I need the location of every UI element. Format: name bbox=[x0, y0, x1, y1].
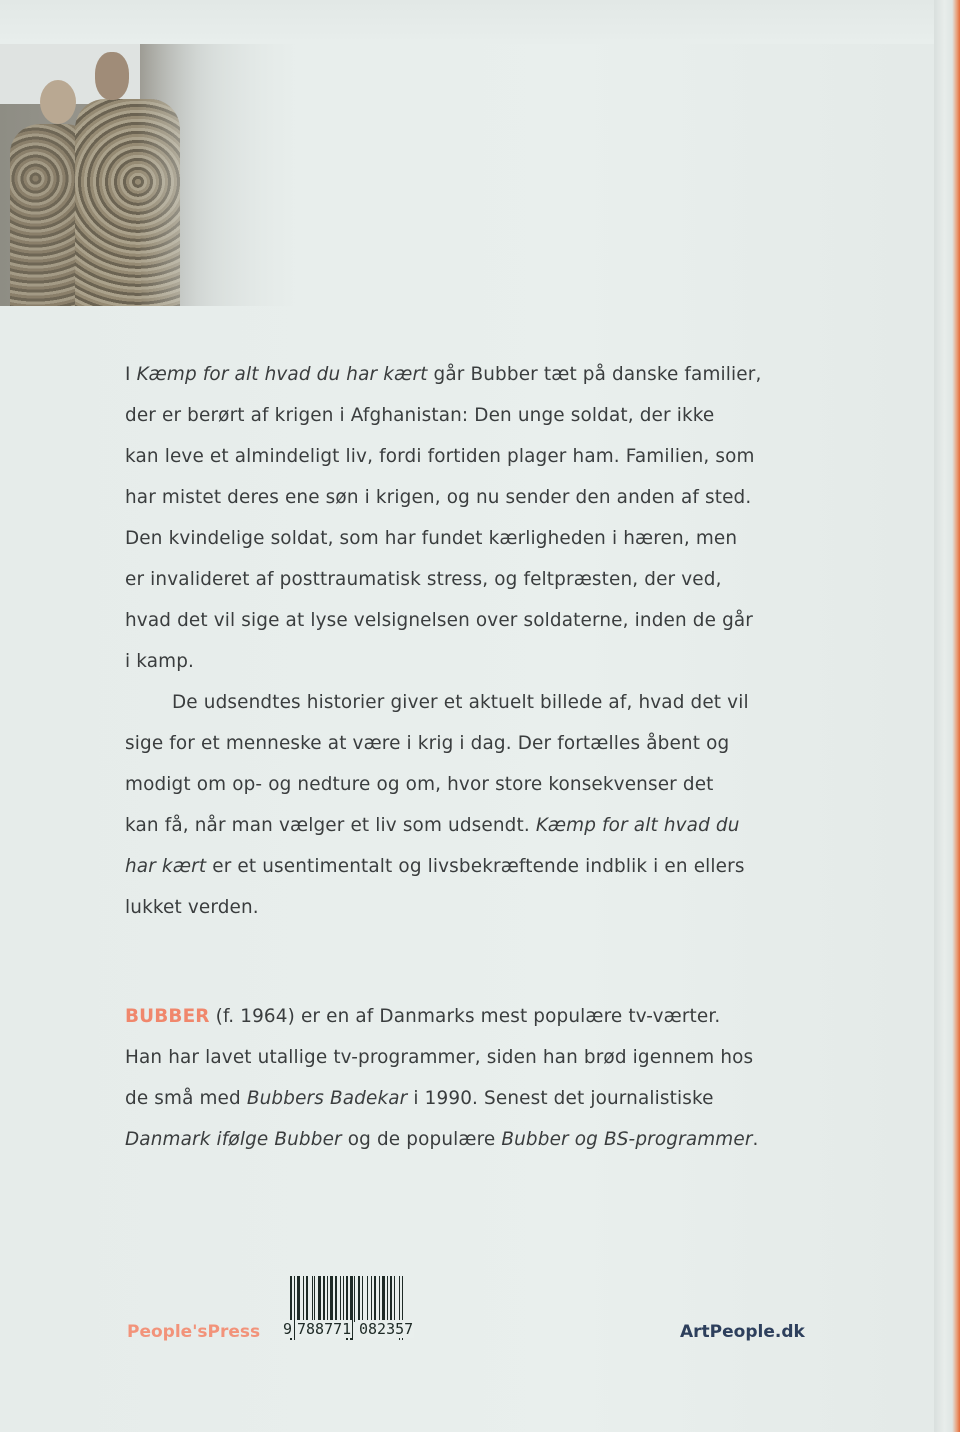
text-segment: og de populære bbox=[341, 1129, 502, 1150]
text-line bbox=[125, 805, 749, 846]
barcode-bar bbox=[354, 1276, 355, 1322]
italic-title: Bubber og BS-programmer bbox=[501, 1129, 753, 1150]
author-name: BUBBER bbox=[125, 1006, 210, 1027]
barcode-bar bbox=[312, 1276, 313, 1322]
text-segment: . bbox=[752, 1129, 759, 1150]
italic-title: Danmark ifølge Bubber bbox=[125, 1129, 342, 1150]
description-paragraph-2 bbox=[125, 682, 749, 928]
text-segment: er et usentimentalt og livsbekræftende indblik i en ellers bbox=[206, 856, 745, 877]
text-line bbox=[125, 436, 761, 477]
italic-title: Kæmp for alt hvad du har kært bbox=[136, 364, 428, 385]
text-segment: De udsendtes historier giver et aktuelt billede af, hvad det vil bbox=[172, 692, 749, 713]
text-segment: der er berørt af krigen i Afghanistan: Den unge soldat, der ikke bbox=[125, 405, 715, 426]
text-line bbox=[125, 354, 761, 395]
text-segment: har mistet deres ene søn i krigen, og nu sender den anden af sted. bbox=[125, 487, 752, 508]
text-line bbox=[125, 641, 761, 682]
barcode-bar bbox=[323, 1276, 325, 1322]
text-line bbox=[125, 764, 749, 805]
barcode-bar bbox=[330, 1276, 333, 1322]
text-segment: går Bubber tæt på danske familier, bbox=[427, 364, 762, 385]
website-logo: ArtPeople.dk bbox=[680, 1322, 805, 1342]
text-segment: sige for et menneske at være i krig i dag. Der fortælles åbent og bbox=[125, 733, 730, 754]
text-segment: I bbox=[125, 364, 137, 385]
barcode-bar bbox=[327, 1276, 328, 1322]
barcode-bar bbox=[343, 1276, 344, 1322]
isbn-barcode bbox=[284, 1276, 424, 1342]
text-line bbox=[125, 887, 749, 928]
isbn-right-digits: 082357 bbox=[359, 1320, 414, 1338]
text-line bbox=[125, 559, 761, 600]
text-segment: kan leve et almindeligt liv, fordi fortiden plager ham. Familien, som bbox=[125, 446, 755, 467]
barcode-bar bbox=[387, 1276, 388, 1322]
text-line bbox=[125, 395, 761, 436]
text-line bbox=[125, 846, 749, 887]
barcode-bar bbox=[358, 1276, 360, 1322]
text-line bbox=[125, 518, 761, 559]
text-line bbox=[125, 723, 749, 764]
author-bio bbox=[125, 996, 759, 1160]
barcode-bar bbox=[362, 1276, 363, 1322]
barcode-bar bbox=[379, 1276, 380, 1322]
barcode-bar bbox=[374, 1276, 376, 1322]
text-segment: i 1990. Senest det journalistiske bbox=[407, 1088, 714, 1109]
barcode-bar bbox=[371, 1276, 372, 1322]
description-paragraph-1 bbox=[125, 354, 761, 682]
text-line bbox=[125, 1037, 759, 1078]
book-spine-edge bbox=[934, 0, 960, 1432]
barcode-bar bbox=[335, 1276, 337, 1322]
barcode-bar bbox=[306, 1276, 308, 1322]
cover-top-band bbox=[0, 0, 960, 44]
soldiers-photo bbox=[0, 44, 305, 306]
text-segment: hvad det vil sige at lyse velsignelsen over soldaterne, inden de går bbox=[125, 610, 754, 631]
text-segment: (f. 1964) er en af Danmarks mest populære tv-værter. bbox=[209, 1006, 721, 1027]
text-segment: Den kvindelige soldat, som har fundet kærligheden i hæren, men bbox=[125, 528, 738, 549]
text-segment: lukket verden. bbox=[125, 897, 259, 918]
text-segment: kan få, når man vælger et liv som udsendt. bbox=[125, 815, 536, 836]
text-line bbox=[125, 1119, 759, 1160]
text-line bbox=[125, 996, 759, 1037]
text-line bbox=[125, 600, 761, 641]
barcode-bar bbox=[367, 1276, 368, 1322]
italic-title: har kært bbox=[125, 856, 207, 877]
barcode-bar bbox=[340, 1276, 341, 1322]
barcode-bar bbox=[297, 1276, 300, 1322]
italic-title: Kæmp for alt hvad du bbox=[535, 815, 740, 836]
publisher-logo: People'sPress bbox=[127, 1322, 261, 1342]
isbn-first-digit: 9 bbox=[283, 1320, 293, 1338]
text-segment: modigt om op- og nedture og om, hvor store konsekvenser det bbox=[125, 774, 714, 795]
italic-title: Bubbers Badekar bbox=[246, 1088, 408, 1109]
text-line bbox=[125, 682, 749, 723]
barcode-bar bbox=[394, 1276, 395, 1322]
barcode-bar bbox=[382, 1276, 385, 1322]
isbn-left-digits: 788771 bbox=[297, 1320, 352, 1338]
text-line bbox=[125, 1078, 759, 1119]
text-segment: de små med bbox=[125, 1088, 247, 1109]
text-segment: er invalideret af posttraumatisk stress, og feltpræsten, der ved, bbox=[125, 569, 722, 590]
text-segment: Han har lavet utallige tv-programmer, siden han brød igennem hos bbox=[125, 1047, 754, 1068]
barcode-bar bbox=[390, 1276, 392, 1322]
text-segment: i kamp. bbox=[125, 651, 195, 672]
barcode-digits bbox=[284, 1320, 424, 1342]
barcode-bar bbox=[318, 1276, 321, 1322]
barcode-bar bbox=[314, 1276, 315, 1322]
text-line bbox=[125, 477, 761, 518]
barcode-bar bbox=[303, 1276, 304, 1322]
